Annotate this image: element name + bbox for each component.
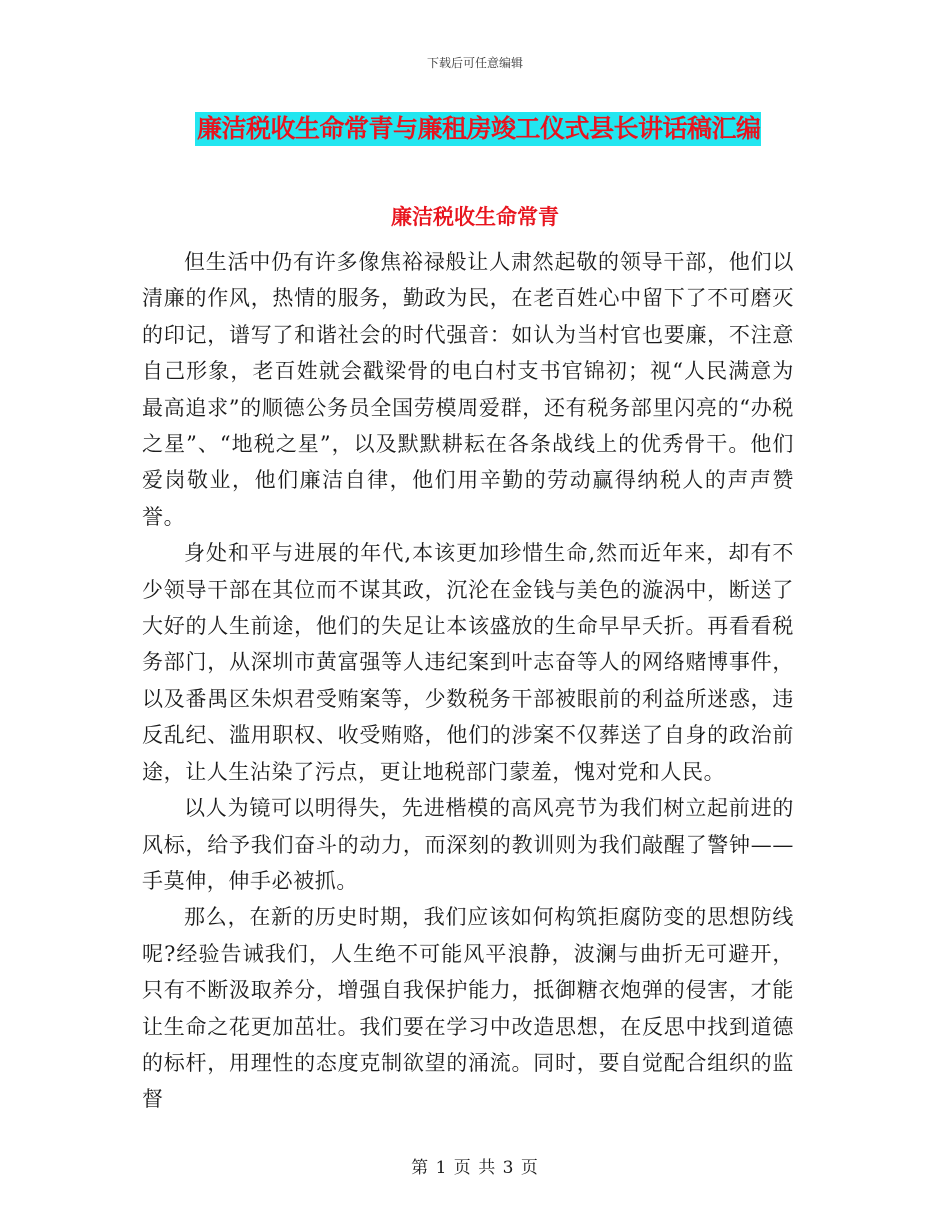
body-paragraph-3: 以人为镜可以明得失，先进楷模的高风亮节为我们树立起前进的风标，给予我们奋斗的动力，而深刻的教训则为我们敲醒了警钟——手莫伸，伸手必被抓。	[142, 796, 794, 893]
body-paragraph-1: 但生活中仍有许多像焦裕禄般让人肃然起敬的领导干部，他们以清廉的作风，热情的服务，勤政为民，在老百姓心中留下了不可磨灭的印记，谱写了和谐社会的时代强音：如认为当村官也要廉，不注意自己形象，老百姓就会戳梁骨的电白村支书官锦初；视“人民满意为最高追求”的顺德公务员全国劳模周爱群，还有税务部里闪亮的“办税之星”、“地税之星”，以及默默耕耘在各条战线上的优秀骨干。他们爱岗敬业，他们廉洁自律，他们用辛勤的劳动赢得纳税人的声声赞誉。	[142, 250, 794, 529]
section-title: 廉洁税收生命常青	[391, 205, 559, 229]
page-footer-number: 第 1 页 共 3 页	[411, 1158, 539, 1178]
document-body	[142, 244, 794, 1118]
body-paragraph-2: 身处和平与进展的年代,本该更加珍惜生命,然而近年来，却有不少领导干部在其位而不谋其政，沉沦在金钱与美色的漩涡中，断送了大好的人生前途，他们的失足让本该盛放的生命早早夭折。再看看税务部门，从深圳市黄富强等人违纪案到叶志奋等人的网络赌博事件，以及番禺区朱炽君受贿案等，少数税务干部被眼前的利益所迷惑，违反乱纪、滥用职权、收受贿赂，他们的涉案不仅葬送了自身的政治前途，让人生沾染了污点，更让地税部门蒙羞，愧对党和人民。	[142, 541, 794, 784]
document-title: 廉洁税收生命常青与廉租房竣工仪式县长讲话稿汇编	[195, 112, 761, 146]
page-header-note: 下载后可任意编辑	[426, 56, 523, 70]
body-paragraph-4: 那么，在新的历史时期，我们应该如何构筑拒腐防变的思想防线呢?经验告诫我们，人生绝不可能风平浪静，波澜与曲折无可避开，只有不断汲取养分，增强自我保护能力，抵御糖衣炮弹的侵害，才能让生命之花更加茁壮。我们要在学习中改造思想，在反思中找到道德的标杆，用理性的态度克制欲望的涌流。同时，要自觉配合组织的监督	[142, 905, 794, 1112]
